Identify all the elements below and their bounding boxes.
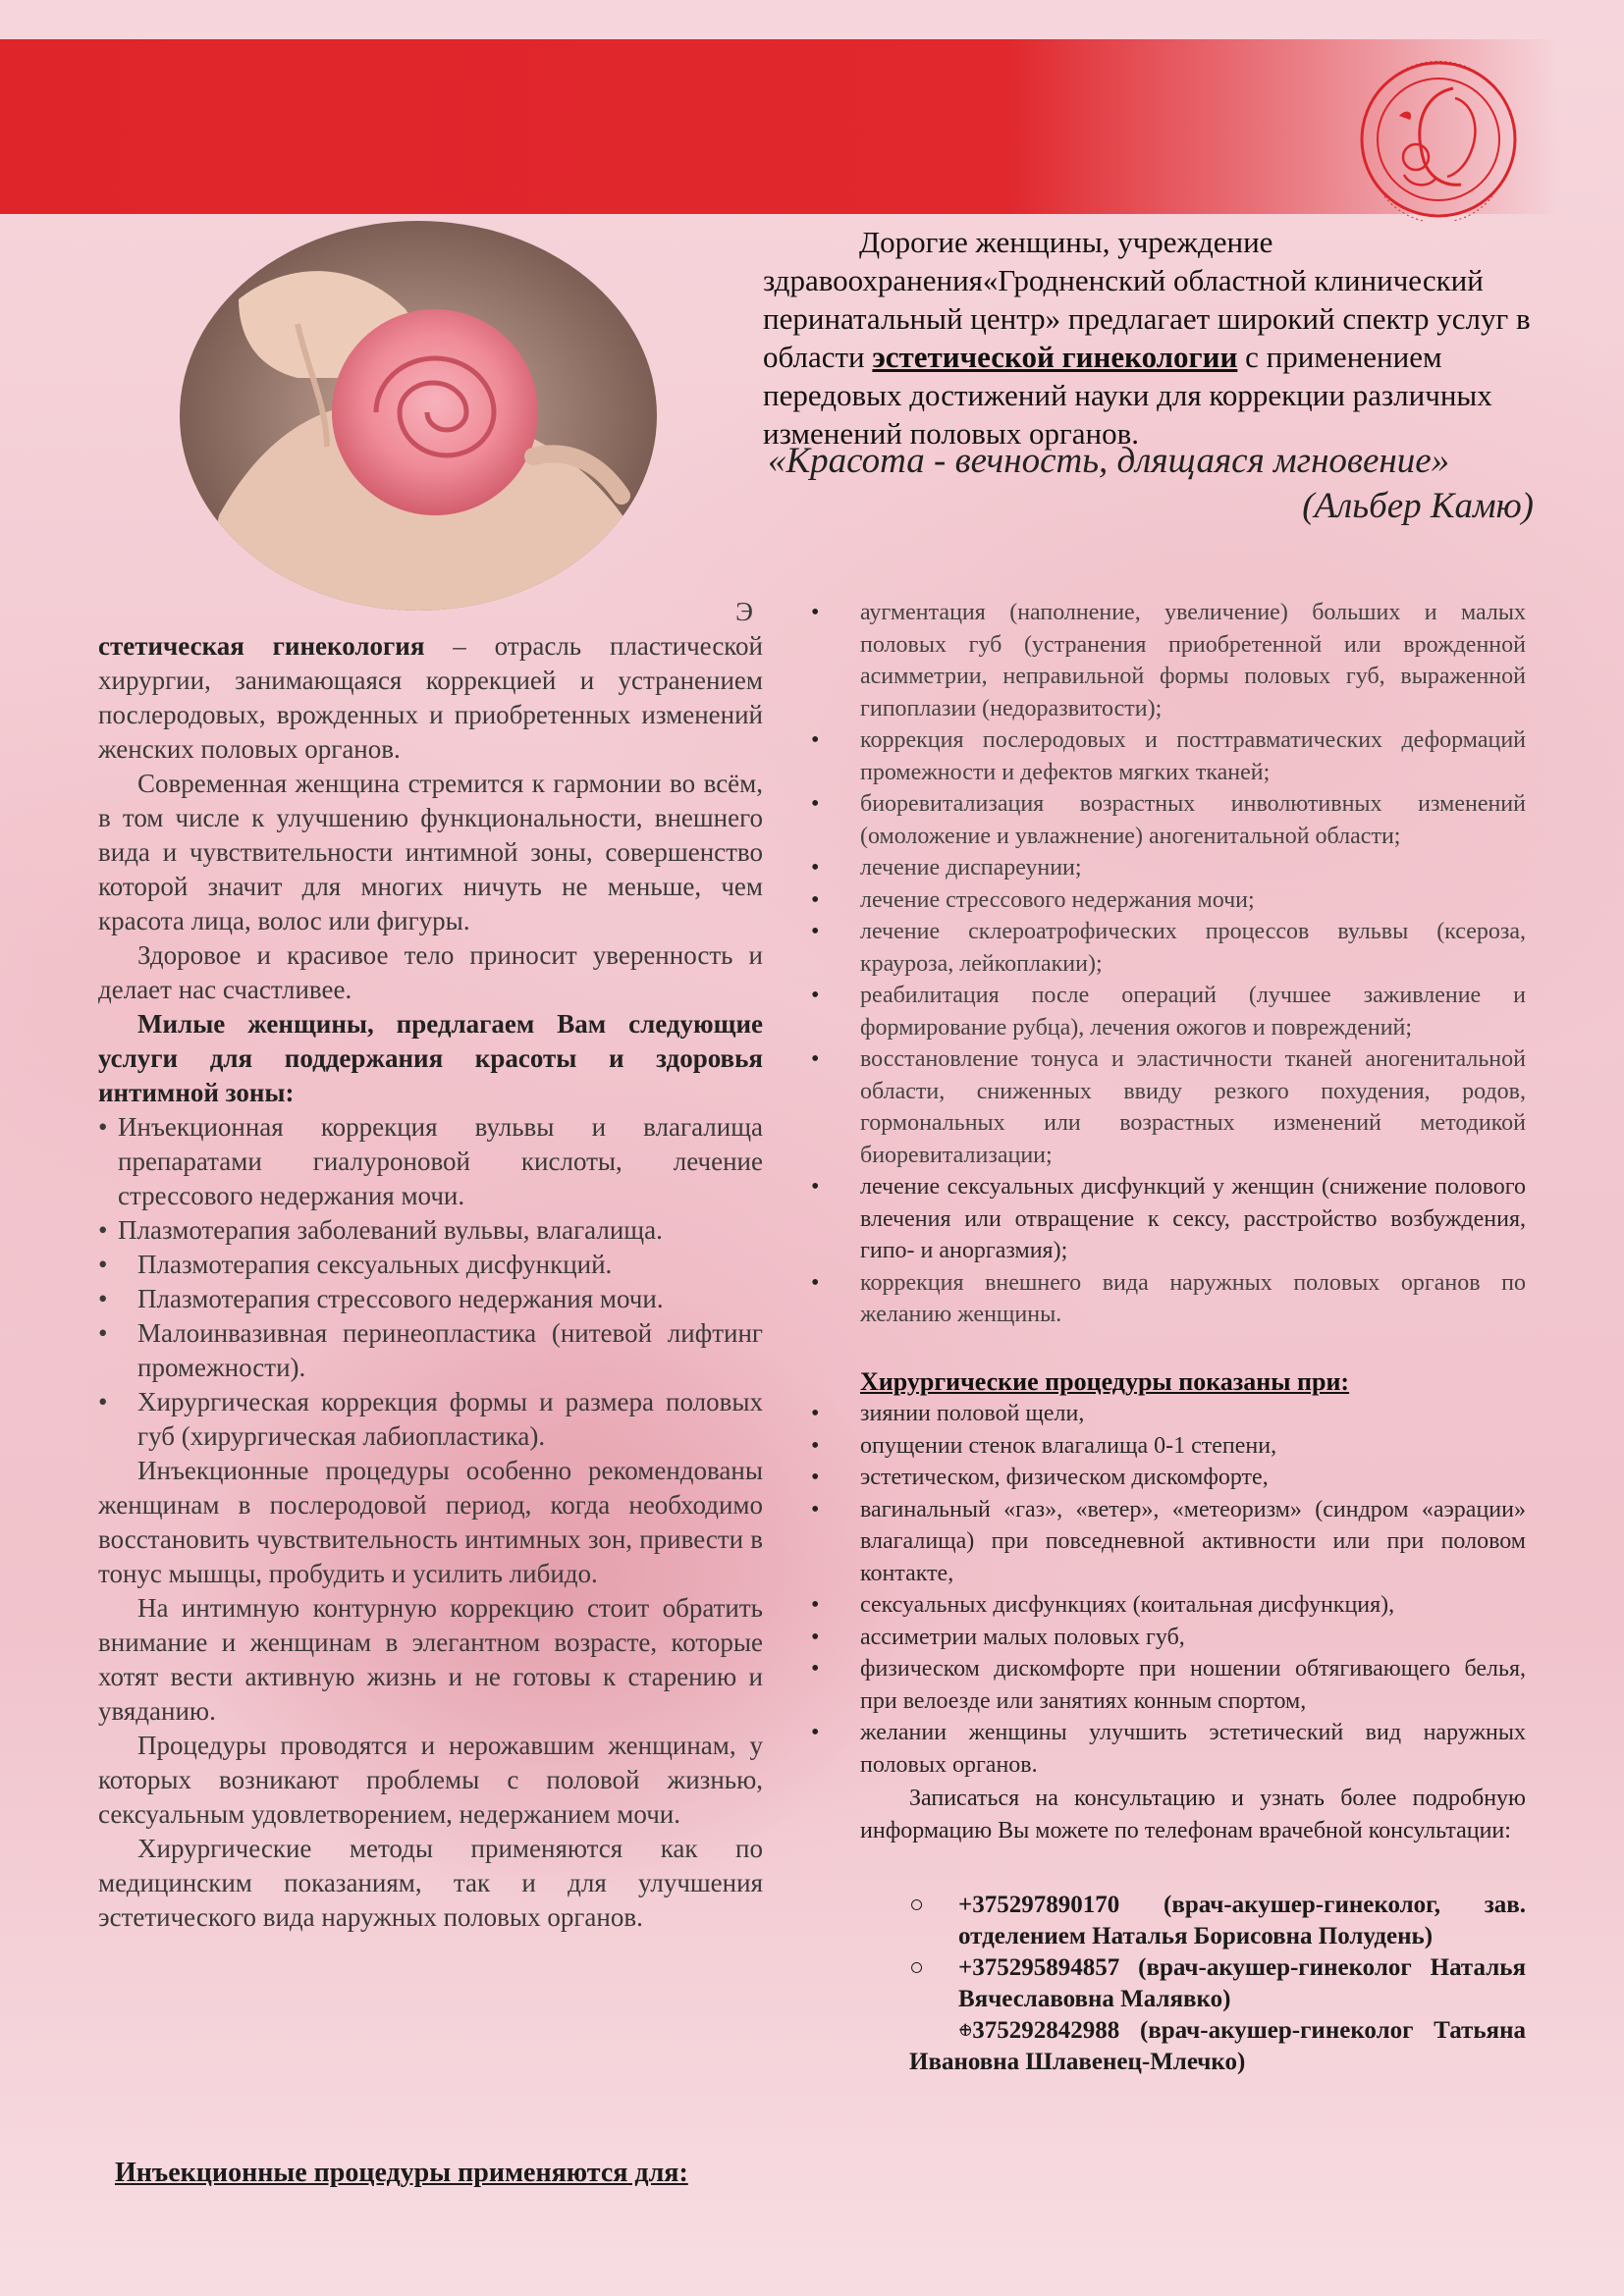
injection-uses-title: Инъекционные процедуры применяются для: [115, 2158, 688, 2188]
definition: – отрасль пластической хирургии, занимающаяся коррекцией и устранением послеродовых, врожденных и приобретенных изменений женских половых органов. [98, 631, 763, 764]
contacts-list [811, 1890, 1526, 2078]
list-item: • биоревитализация возрастных инволютивных изменений (омоложение и увлажнение) аногенитальной области; [811, 788, 1526, 852]
list-item: • физическом дискомфорте при ношении обтягивающего белья, при велоезде или занятиях конным спортом, [811, 1653, 1526, 1717]
perinatal-center-logo [1345, 59, 1532, 221]
injection-uses-list [811, 597, 1526, 1331]
list-item: • лечение стрессового недержания мочи; [811, 884, 1526, 917]
service-item: • Плазмотерапия заболеваний вульвы, влагалища. [98, 1215, 663, 1245]
list-item: • коррекция послеродовых и посттравматических деформаций промежности и дефектов мягких тканей; [811, 724, 1526, 788]
intro-text-2: с применением передовых достижений науки для коррекции различных изменений половых органов. [763, 340, 1492, 451]
intro-highlight: эстетической гинекологии [872, 340, 1238, 374]
paragraph-contour: На интимную контурную коррекцию стоит обратить внимание и женщинам в элегантном возрасте, которые хотят вести активную жизнь и не готовы к старению и увяданию. [98, 1593, 763, 1726]
rose-in-hand-photo [180, 221, 657, 611]
service-item: • Плазмотерапия сексуальных дисфункций. [98, 1250, 613, 1279]
drop-letter: Э [735, 597, 753, 626]
quote-author: (Альбер Камю) [1302, 486, 1534, 526]
intro-paragraph [763, 223, 1548, 453]
list-item: • желании женщины улучшить эстетический вид наружных половых органов. [811, 1717, 1526, 1781]
surgical-title: Хирургические процедуры показаны при: [860, 1366, 1350, 1396]
term: стетическая гинекология [98, 631, 425, 661]
paragraph-healthy-body: Здоровое и красивое тело приносит уверенность и делает нас счастливее. [98, 940, 763, 1004]
list-item: • лечение диспареунии; [811, 852, 1526, 884]
list-item: • сексуальных дисфункциях (коитальная дисфункция), [811, 1589, 1526, 1622]
list-item: • зиянии половой щели, [811, 1398, 1526, 1430]
list-item: • коррекция внешнего вида наружных половых органов по желанию женщины. [811, 1267, 1526, 1331]
contact-phone[interactable]: ○ +375295894857 (врач-акушер-гинеколог Наталья Вячеславовна Малявко) [811, 1952, 1526, 2015]
paragraph-modern-woman: Современная женщина стремится к гармонии во всём, в том числе к улучшению функциональности, внешнего вида и чувствительности интимной зоны, совершенство которой значит для многих ничуть не меньше, чем красота лица, волос или фигуры. [98, 769, 763, 935]
surgical-indications-list [811, 1398, 1526, 1781]
list-item: • восстановление тонуса и эластичности тканей аногенитальной области, сниженных ввиду резкого похудения, родов, гормональных или возрастных изменений методикой биоревитализации; [811, 1043, 1526, 1171]
list-item: • опущении стенок влагалища 0-1 степени, [811, 1430, 1526, 1463]
paragraph-surgical: Хирургические методы применяются как по медицинским показаниям, так и для улучшения эстетического вида наружных половых органов. [98, 1834, 763, 1932]
contact-phone[interactable]: ○ +375292842988 (врач-акушер-гинеколог Татьяна Ивановна Шлавенец-Млечко) [811, 2015, 1526, 2078]
paragraph-injection: Инъекционные процедуры особенно рекомендованы женщинам в послеродовой период, когда необходимо восстановить чувствительность интимных зон, привести в тонус мышцы, пробудить и усилить либидо. [98, 1456, 763, 1588]
definition-paragraph [98, 629, 763, 767]
list-item: • вагинальный «газ», «ветер», «метеоризм» (синдром «аэрации» влагалища) при повседневной активности или при половом контакте, [811, 1494, 1526, 1590]
intro-text-1: Дорогие женщины, учреждение здравоохранения«Гродненский областной клинический перинатальный центр» предлагает широкий спектр услуг в области [763, 225, 1531, 374]
signup-text: Записаться на консультацию и узнать более подробную информацию Вы можете по телефонам врачебной консультации: [860, 1786, 1526, 1843]
list-item: • реабилитация после операций (лучшее заживление и формирование рубца), лечения ожогов и повреждений; [811, 980, 1526, 1043]
service-item: • Хирургическая коррекция формы и размера половых губ (хирургическая лабиопластика). [98, 1387, 763, 1451]
service-item: • Инъекционная коррекция вульвы и влагалища препаратами гиалуроновой кислоты, лечение стрессового недержания мочи. [98, 1112, 763, 1210]
service-item: • Плазмотерапия стрессового недержания мочи. [98, 1284, 664, 1313]
list-item: • эстетическом, физическом дискомфорте, [811, 1462, 1526, 1494]
service-item: • Малоинвазивная перинеопластика (нитевой лифтинг промежности). [98, 1318, 763, 1382]
list-item: • лечение сексуальных дисфункций у женщин (снижение полового влечения или отвращение к сексу, расстройство возбуждения, гипо- и аноргазмия); [811, 1171, 1526, 1267]
quote-block [768, 440, 1534, 528]
paragraph-nulliparous: Процедуры проводятся и нерожавшим женщинам, у которых возникают проблемы с половой жизнью, сексуальным удовлетворением, недержанием мочи. [98, 1731, 763, 1829]
list-item: • лечение склероатрофических процессов вульвы (ксероза, крауроза, лейкоплакии); [811, 916, 1526, 980]
paragraph-offer: Милые женщины, предлагаем Вам следующие услуги для поддержания красоты и здоровья интимной зоны: [98, 1009, 763, 1107]
left-column [98, 595, 763, 1935]
list-item: • аугментация (наполнение, увеличение) больших и малых половых губ (устранения приобретенной или врожденной асимметрии, неправильной формы половых губ, выраженной гипоплазии (недоразвитости); [811, 597, 1526, 724]
list-item: • ассиметрии малых половых губ, [811, 1622, 1526, 1654]
right-column [811, 597, 1526, 2078]
contact-phone[interactable]: ○ +375297890170 (врач-акушер-гинеколог, зав. отделением Наталья Борисовна Полудень) [811, 1890, 1526, 1952]
quote-text: «Красота - вечность, длящаяся мгновение» [768, 441, 1450, 481]
